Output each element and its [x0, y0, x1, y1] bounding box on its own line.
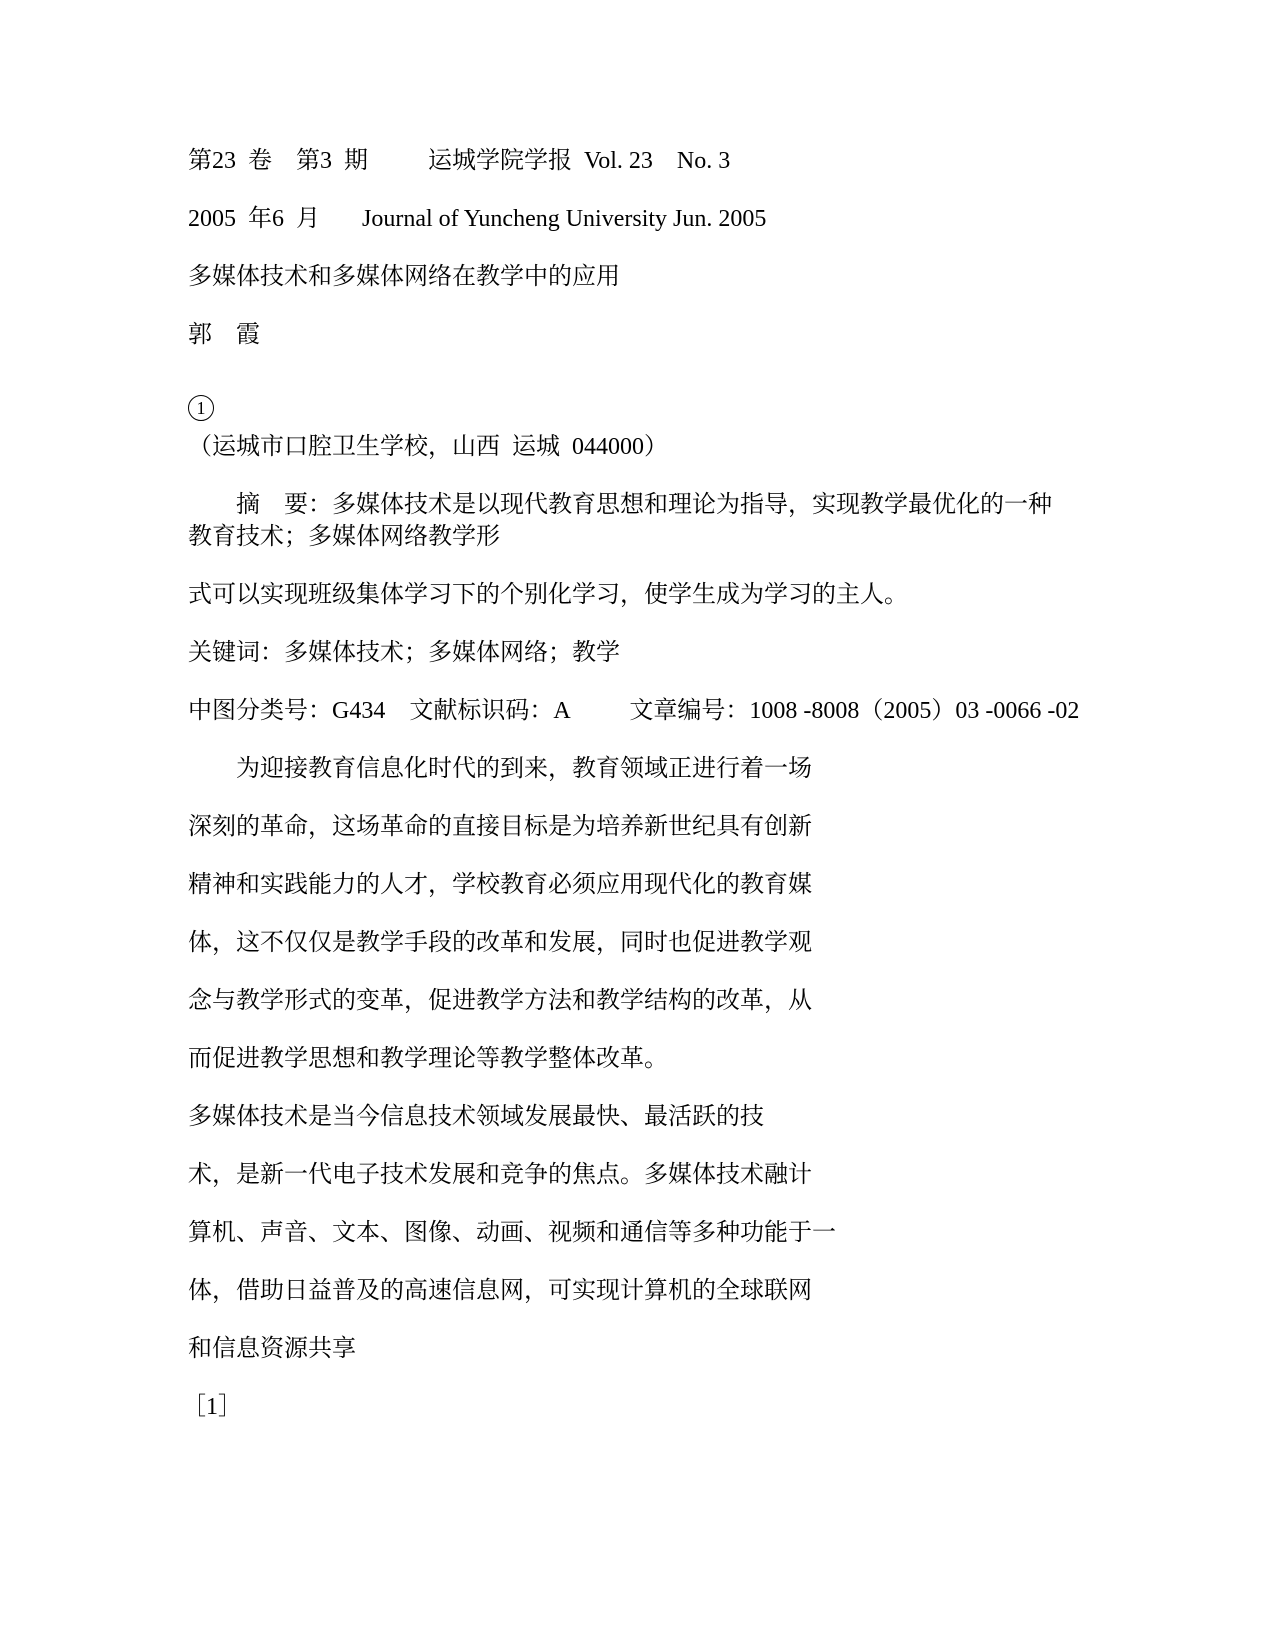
citation-reference: ［1］: [182, 1394, 242, 1420]
abstract-line-1: 摘 要：多媒体技术是以现代教育思想和理论为指导，实现教学最优化的一种: [236, 492, 1052, 518]
body-paragraph-1-line-6: 而促进教学思想和教学理论等教学整体改革。: [188, 1046, 668, 1072]
keywords: 关键词：多媒体技术；多媒体网络；教学: [188, 640, 620, 666]
abstract-line-3: 式可以实现班级集体学习下的个别化学习，使学生成为学习的主人。: [188, 582, 908, 608]
article-title: 多媒体技术和多媒体网络在教学中的应用: [188, 264, 620, 290]
body-paragraph-1-line-5: 念与教学形式的变革，促进教学方法和教学结构的改革，从: [188, 988, 812, 1014]
journal-header-line-2: 2005 年6 月 Journal of Yuncheng University Jun. 2005: [188, 206, 767, 232]
abstract-line-2: 教育技术；多媒体网络教学形: [188, 524, 500, 550]
body-paragraph-2-line-5: 和信息资源共享: [188, 1336, 356, 1362]
body-paragraph-1-line-1: 为迎接教育信息化时代的到来，教育领域正进行着一场: [236, 756, 812, 782]
body-paragraph-2-line-1: 多媒体技术是当今信息技术领域发展最快、最活跃的技: [188, 1104, 764, 1130]
footnote-marker: 1: [188, 395, 214, 421]
body-paragraph-2-line-2: 术，是新一代电子技术发展和竞争的焦点。多媒体技术融计: [188, 1162, 812, 1188]
body-paragraph-1-line-4: 体，这不仅仅是教学手段的改革和发展，同时也促进教学观: [188, 930, 812, 956]
classification-info: 中图分类号：G434 文献标识码：A 文章编号：1008 -8008（2005）03 -0066 -02: [188, 698, 1080, 724]
body-paragraph-2-line-4: 体，借助日益普及的高速信息网，可实现计算机的全球联网: [188, 1278, 812, 1304]
body-paragraph-2-line-3: 算机、声音、文本、图像、动画、视频和通信等多种功能于一: [188, 1220, 836, 1246]
body-paragraph-1-line-2: 深刻的革命，这场革命的直接目标是为培养新世纪具有创新: [188, 814, 812, 840]
author-affiliation: （运城市口腔卫生学校，山西 运城 044000）: [188, 434, 668, 460]
author-name: 郭 霞: [188, 322, 260, 348]
journal-header-line-1: 第23 卷 第3 期 运城学院学报 Vol. 23 No. 3: [188, 148, 731, 174]
body-paragraph-1-line-3: 精神和实践能力的人才，学校教育必须应用现代化的教育媒: [188, 872, 812, 898]
